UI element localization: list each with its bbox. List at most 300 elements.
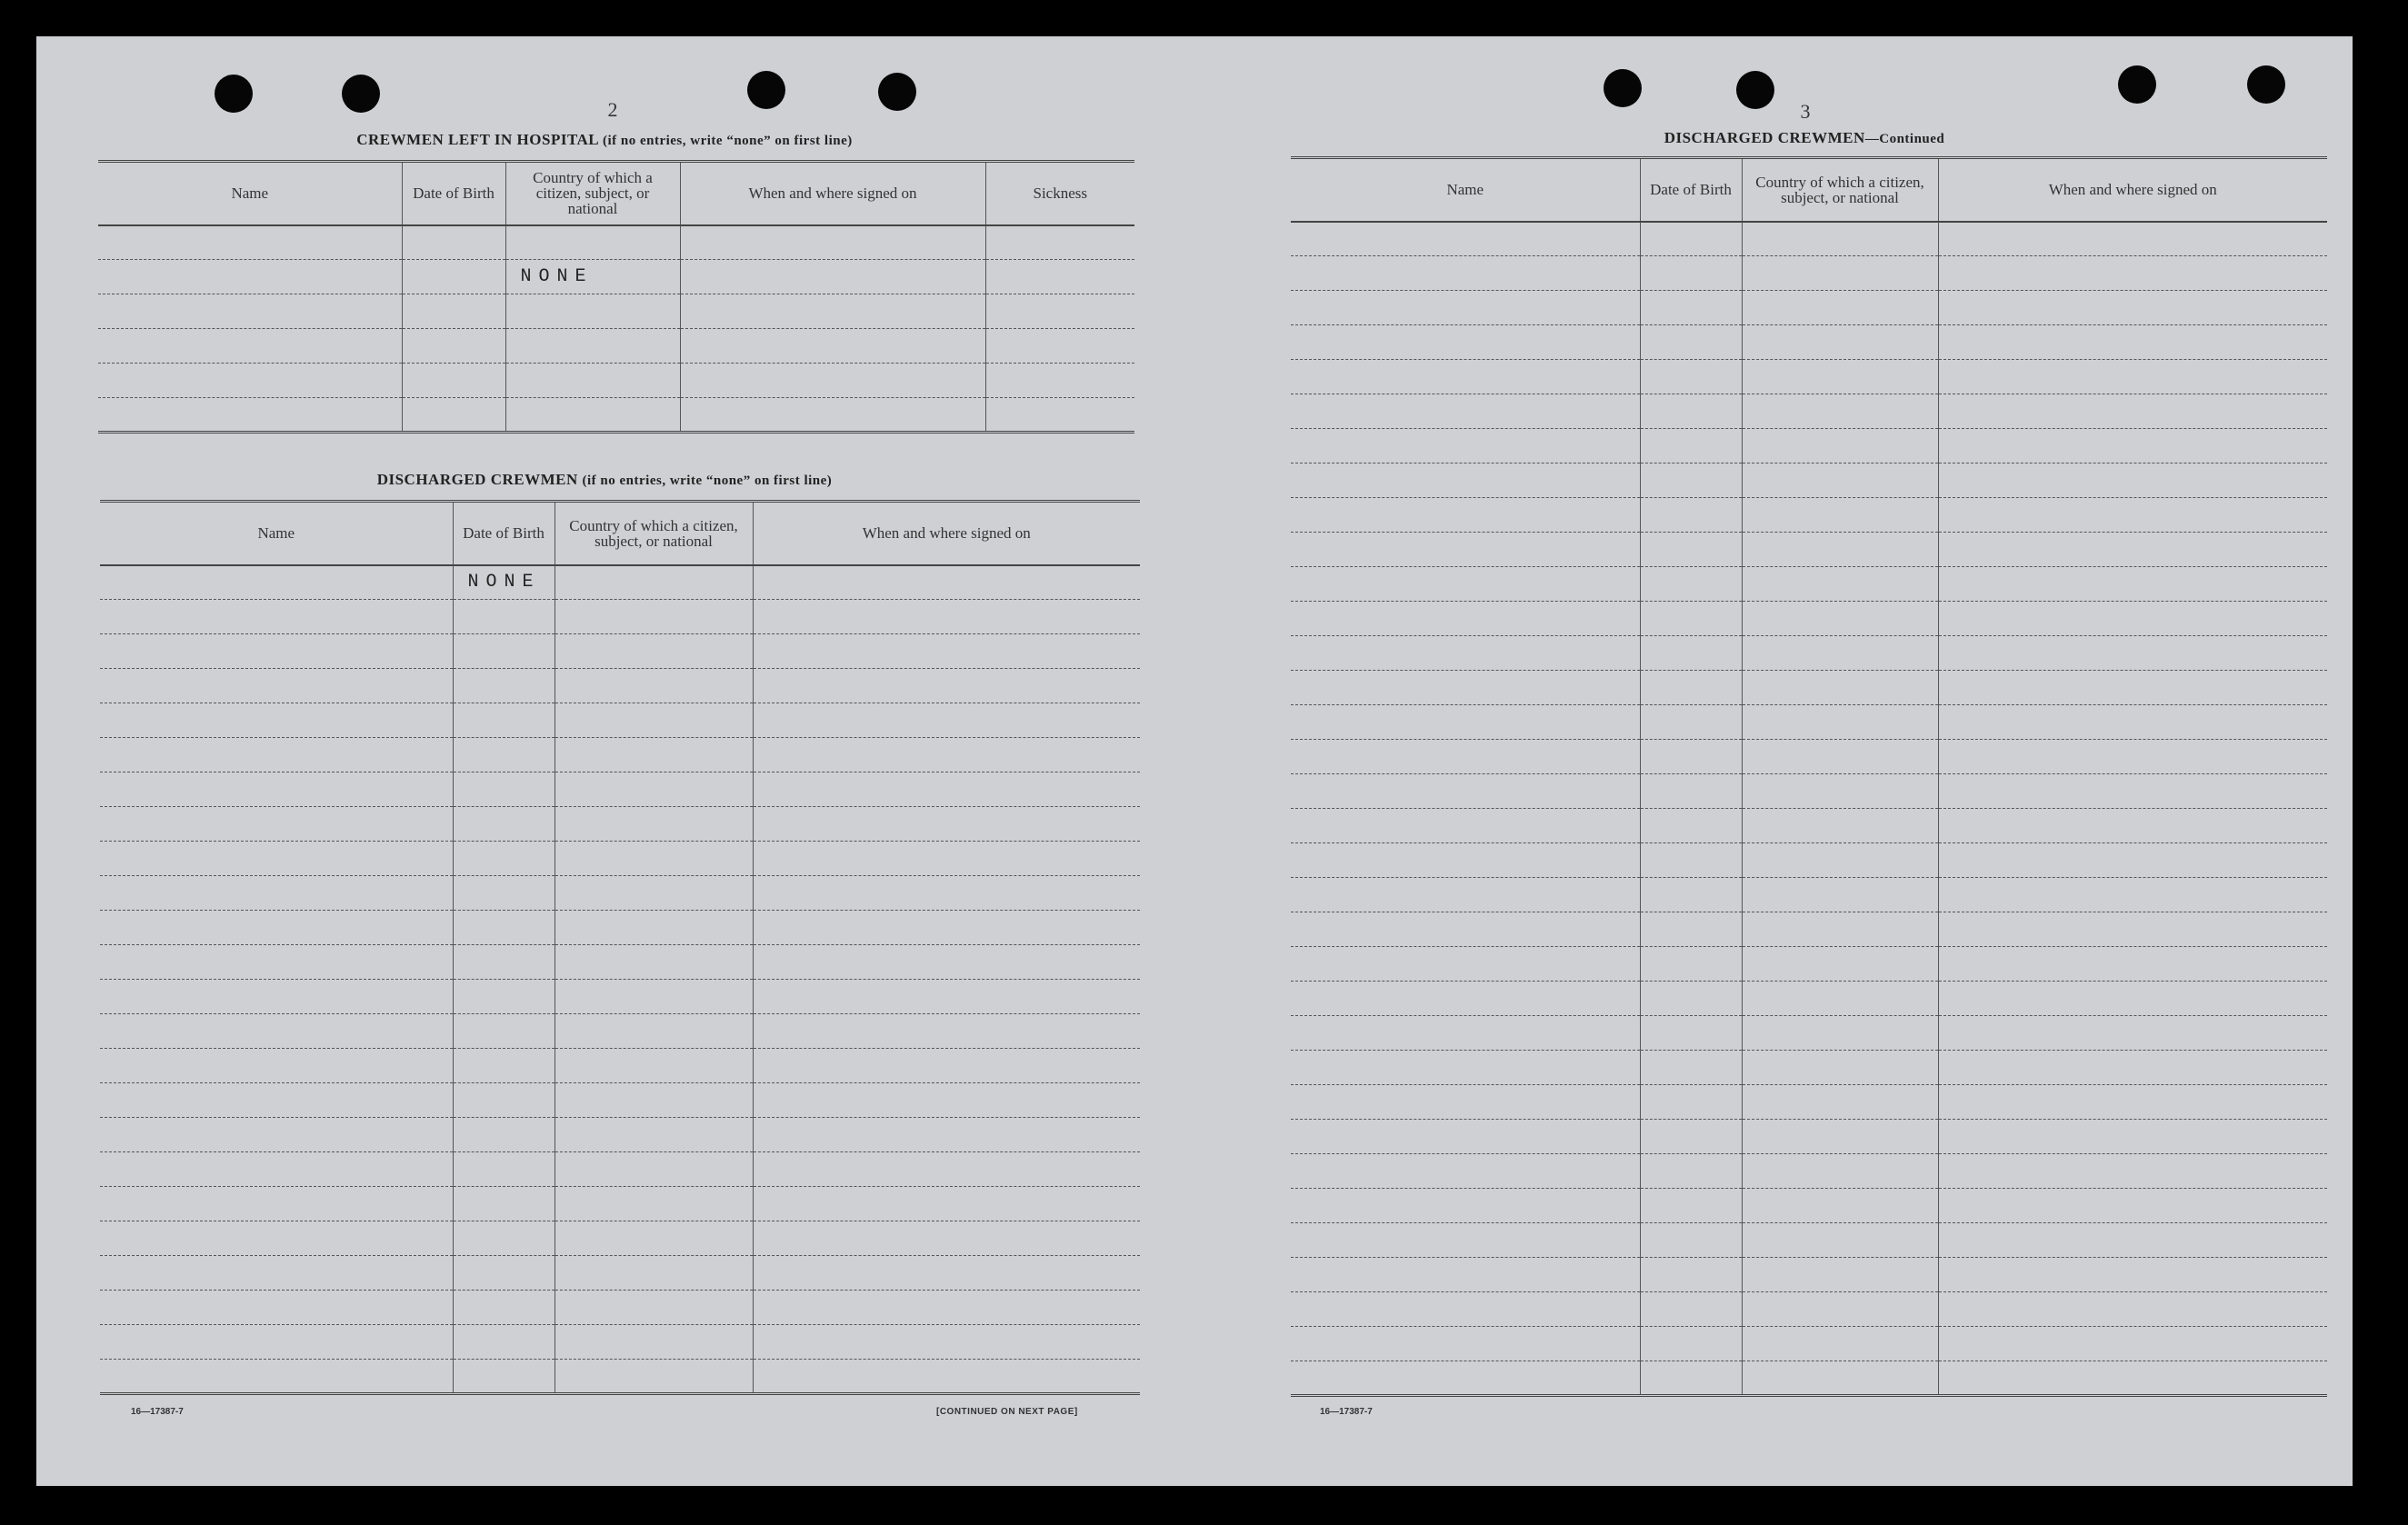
table-cell: [1938, 256, 2327, 291]
table-row: [100, 634, 1140, 669]
table-row: [1291, 1154, 2327, 1189]
table-row: [1291, 1051, 2327, 1085]
table-cell: [753, 807, 1140, 842]
table-cell: [100, 980, 453, 1014]
table-row: [1291, 740, 2327, 774]
table-cell: [753, 911, 1140, 945]
table-cell: [1640, 912, 1742, 947]
table-cell: [1938, 429, 2327, 463]
table-cell: [1938, 533, 2327, 567]
table-cell: [753, 669, 1140, 703]
table-cell: [753, 703, 1140, 738]
table-row: [100, 600, 1140, 634]
hospital-title-text: CREWMEN LEFT IN HOSPITAL: [356, 131, 599, 148]
table-cell: [100, 1360, 453, 1394]
table-row: [98, 225, 1134, 260]
table-cell: [453, 1325, 555, 1360]
none-entry: NONE: [453, 565, 555, 600]
discharged-section-title: [91, 471, 1118, 489]
table-cell: [555, 1360, 753, 1394]
table-cell: [555, 807, 753, 842]
table-cell: [1640, 222, 1742, 256]
table-cell: [1938, 291, 2327, 325]
table-cell: [1938, 947, 2327, 982]
table-cell: [753, 565, 1140, 600]
table-cell: [1742, 533, 1938, 567]
table-row: [1291, 809, 2327, 843]
table-cell: [1742, 1292, 1938, 1327]
table-cell: [555, 1325, 753, 1360]
table-cell: [555, 1014, 753, 1049]
table-cell: [100, 565, 453, 600]
table-cell: [555, 1221, 753, 1256]
left-page: [36, 36, 1200, 1486]
continued-note: [CONTINUED ON NEXT PAGE]: [936, 1407, 1078, 1417]
table-cell: [753, 876, 1140, 911]
table-cell: [1640, 1120, 1742, 1154]
table-cell: [453, 1152, 555, 1187]
table-cell: [402, 364, 505, 398]
right-page: [1200, 36, 2353, 1486]
right-title-suffix: —Continued: [1864, 132, 1945, 146]
table-cell: [555, 1291, 753, 1325]
table-cell: [505, 225, 680, 260]
table-cell: [1640, 1292, 1742, 1327]
table-cell: [1640, 325, 1742, 360]
table-cell: [1640, 774, 1742, 809]
table-cell: [753, 1291, 1140, 1325]
table-row: [100, 876, 1140, 911]
table-cell: [1742, 463, 1938, 498]
table-cell: [1640, 1361, 1742, 1396]
table-cell: [1291, 740, 1640, 774]
discharged-title-text: DISCHARGED CREWMEN: [376, 471, 578, 488]
table-row: [1291, 982, 2327, 1016]
table-cell: [1742, 1361, 1938, 1396]
table-cell: [1742, 291, 1938, 325]
table-cell: [98, 294, 402, 329]
table-cell: [453, 703, 555, 738]
table-cell: [1640, 1223, 1742, 1258]
column-header-signed-on: When and where signed on: [680, 162, 985, 225]
table-cell: [1938, 1120, 2327, 1154]
table-cell: [1742, 774, 1938, 809]
table-cell: [1742, 394, 1938, 429]
table-row: [1291, 1189, 2327, 1223]
table-cell: [1938, 1223, 2327, 1258]
table-cell: [1291, 912, 1640, 947]
table-cell: [453, 634, 555, 669]
table-row: [1291, 1258, 2327, 1292]
table-cell: [1640, 602, 1742, 636]
table-cell: [1938, 1258, 2327, 1292]
form-code: 16—17387-7: [131, 1407, 184, 1417]
table-row: [1291, 1327, 2327, 1361]
table-row: [98, 364, 1134, 398]
table-cell: [1640, 394, 1742, 429]
table-row: [100, 842, 1140, 876]
table-cell: [100, 945, 453, 980]
table-cell: [100, 703, 453, 738]
table-cell: [100, 738, 453, 772]
table-cell: [1742, 740, 1938, 774]
table-cell: [1291, 1154, 1640, 1189]
table-cell: [453, 876, 555, 911]
column-header-signed-on: When and where signed on: [1938, 158, 2327, 222]
table-cell: [555, 1152, 753, 1187]
table-cell: [453, 738, 555, 772]
table-cell: [100, 876, 453, 911]
table-cell: [680, 329, 985, 364]
table-cell: [1291, 394, 1640, 429]
table-cell: [1938, 325, 2327, 360]
table-cell: [1938, 774, 2327, 809]
table-cell: [753, 772, 1140, 807]
table-cell: [1640, 705, 1742, 740]
table-cell: [753, 738, 1140, 772]
none-entry: NONE: [505, 260, 680, 294]
table-cell: [1742, 602, 1938, 636]
table-row: [100, 1325, 1140, 1360]
table-cell: [1938, 498, 2327, 533]
table-cell: [1291, 1292, 1640, 1327]
table-cell: [505, 364, 680, 398]
table-cell: [1938, 740, 2327, 774]
table-row: [1291, 291, 2327, 325]
table-cell: [1938, 567, 2327, 602]
table-cell: [1938, 705, 2327, 740]
table-cell: [1291, 256, 1640, 291]
table-row: [100, 980, 1140, 1014]
discharged-title-note: (if no entries, write “none” on first line): [582, 473, 833, 488]
table-cell: [1640, 1327, 1742, 1361]
table-cell: [985, 364, 1134, 398]
table-cell: [100, 1083, 453, 1118]
table-cell: [1938, 394, 2327, 429]
table-row: [1291, 533, 2327, 567]
table-cell: [1640, 1016, 1742, 1051]
table-cell: [1640, 291, 1742, 325]
table-cell: [985, 225, 1134, 260]
table-cell: [453, 1256, 555, 1291]
table-cell: [1291, 1189, 1640, 1223]
table-cell: [1742, 360, 1938, 394]
table-row: [1291, 429, 2327, 463]
table-row: [1291, 256, 2327, 291]
table-cell: [1291, 498, 1640, 533]
right-title-text: DISCHARGED CREWMEN: [1664, 129, 1865, 146]
table-cell: [1742, 1258, 1938, 1292]
right-section-title: [1291, 129, 2318, 147]
table-cell: [100, 772, 453, 807]
table-row: [98, 260, 1134, 294]
table-cell: [753, 1325, 1140, 1360]
table-row: [100, 1083, 1140, 1118]
table-row: [1291, 1085, 2327, 1120]
table-cell: [1640, 636, 1742, 671]
table-cell: [100, 807, 453, 842]
table-cell: [100, 1118, 453, 1152]
table-cell: [680, 398, 985, 433]
table-row: [1291, 1223, 2327, 1258]
table-row: [100, 1256, 1140, 1291]
table-cell: [98, 398, 402, 433]
table-cell: [1291, 671, 1640, 705]
table-cell: [1938, 1361, 2327, 1396]
table-cell: [1291, 360, 1640, 394]
table-cell: [1640, 1051, 1742, 1085]
table-cell: [1938, 1085, 2327, 1120]
table-row: [100, 911, 1140, 945]
table-cell: [1291, 1085, 1640, 1120]
table-row: [1291, 947, 2327, 982]
table-cell: [1291, 1258, 1640, 1292]
table-cell: [1742, 256, 1938, 291]
table-cell: [1742, 1223, 1938, 1258]
table-cell: [100, 911, 453, 945]
table-cell: [1291, 947, 1640, 982]
table-row: [100, 1118, 1140, 1152]
table-row: [100, 703, 1140, 738]
column-header-name: Name: [98, 162, 402, 225]
table-cell: [100, 600, 453, 634]
table-cell: [1291, 1016, 1640, 1051]
table-cell: [753, 600, 1140, 634]
table-cell: [1291, 774, 1640, 809]
table-cell: [1291, 1361, 1640, 1396]
table-row: [100, 807, 1140, 842]
table-cell: [753, 980, 1140, 1014]
table-cell: [1640, 533, 1742, 567]
table-row: [100, 1187, 1140, 1221]
table-cell: [1938, 463, 2327, 498]
table-cell: [453, 1118, 555, 1152]
table-cell: [100, 1291, 453, 1325]
table-cell: [1640, 843, 1742, 878]
table-row: [1291, 222, 2327, 256]
table-cell: [505, 329, 680, 364]
form-code: 16—17387-7: [1320, 1407, 1373, 1417]
table-cell: [753, 1118, 1140, 1152]
table-row: [1291, 636, 2327, 671]
table-cell: [1640, 740, 1742, 774]
table-cell: [1742, 1189, 1938, 1223]
table-row: [1291, 602, 2327, 636]
table-cell: [1291, 325, 1640, 360]
table-cell: [1291, 602, 1640, 636]
table-cell: [680, 364, 985, 398]
table-cell: [453, 669, 555, 703]
table-row: [1291, 498, 2327, 533]
table-cell: [100, 634, 453, 669]
table-cell: [1291, 1051, 1640, 1085]
column-header-country: Country of which a citizen, subject, or national: [505, 162, 680, 225]
table-row: [1291, 1120, 2327, 1154]
table-cell: [555, 842, 753, 876]
table-cell: [453, 1014, 555, 1049]
table-cell: [555, 1049, 753, 1083]
column-header-name: Name: [100, 502, 453, 565]
table-cell: [1640, 1154, 1742, 1189]
table-cell: [1742, 429, 1938, 463]
table-cell: [753, 1221, 1140, 1256]
table-cell: [1742, 1154, 1938, 1189]
hospital-title-note: (if no entries, write “none” on first line): [602, 134, 853, 148]
table-cell: [1291, 533, 1640, 567]
table-cell: [98, 364, 402, 398]
table-cell: [1742, 567, 1938, 602]
table-cell: [1938, 671, 2327, 705]
table-cell: [1291, 878, 1640, 912]
table-cell: [1938, 912, 2327, 947]
table-cell: [1742, 1120, 1938, 1154]
table-row: [1291, 705, 2327, 740]
table-cell: [505, 294, 680, 329]
column-header-date-of-birth: Date of Birth: [1640, 158, 1742, 222]
table-row: [1291, 360, 2327, 394]
table-cell: [1938, 1016, 2327, 1051]
table-row: [1291, 1016, 2327, 1051]
table-cell: [453, 1291, 555, 1325]
table-cell: [555, 738, 753, 772]
table-cell: [1640, 463, 1742, 498]
table-cell: [555, 1083, 753, 1118]
table-cell: [1742, 671, 1938, 705]
table-row: [100, 1014, 1140, 1049]
table-cell: [985, 398, 1134, 433]
table-cell: [555, 1256, 753, 1291]
table-cell: [1291, 1120, 1640, 1154]
table-cell: [555, 876, 753, 911]
table-row: [1291, 394, 2327, 429]
table-cell: [100, 1325, 453, 1360]
table-cell: [453, 911, 555, 945]
table-cell: [680, 294, 985, 329]
table-cell: [1742, 1085, 1938, 1120]
table-row: [100, 1221, 1140, 1256]
table-row: [1291, 1361, 2327, 1396]
table-cell: [453, 1360, 555, 1394]
table-cell: [453, 1221, 555, 1256]
table-cell: [680, 225, 985, 260]
table-row: [100, 1360, 1140, 1394]
table-row: [1291, 912, 2327, 947]
table-cell: [1640, 809, 1742, 843]
table-cell: [100, 1256, 453, 1291]
table-cell: [1742, 222, 1938, 256]
discharged-table: [100, 500, 1140, 1395]
table-cell: [1640, 982, 1742, 1016]
table-row: [100, 1152, 1140, 1187]
table-cell: [1291, 809, 1640, 843]
table-cell: [402, 294, 505, 329]
table-cell: [1938, 1292, 2327, 1327]
table-cell: [453, 842, 555, 876]
table-cell: [1291, 636, 1640, 671]
table-row: [100, 1049, 1140, 1083]
table-cell: [505, 398, 680, 433]
table-cell: [753, 842, 1140, 876]
table-cell: [100, 1152, 453, 1187]
table-cell: [1640, 498, 1742, 533]
table-cell: [1291, 1327, 1640, 1361]
table-cell: [1291, 429, 1640, 463]
table-cell: [1938, 1051, 2327, 1085]
table-row: [1291, 774, 2327, 809]
column-header-sickness: Sickness: [985, 162, 1134, 225]
table-cell: [1291, 705, 1640, 740]
table-row: [100, 738, 1140, 772]
table-cell: [1938, 222, 2327, 256]
table-cell: [1640, 1258, 1742, 1292]
table-cell: [1291, 463, 1640, 498]
column-header-country: Country of which a citizen, subject, or national: [555, 502, 753, 565]
discharged-continued-table: [1291, 156, 2327, 1397]
table-row: [100, 1291, 1140, 1325]
table-cell: [1640, 567, 1742, 602]
table-row: [1291, 325, 2327, 360]
table-cell: [555, 669, 753, 703]
column-header-name: Name: [1291, 158, 1640, 222]
table-cell: [1640, 360, 1742, 394]
table-cell: [1640, 947, 1742, 982]
column-header-date-of-birth: Date of Birth: [453, 502, 555, 565]
table-cell: [753, 1014, 1140, 1049]
table-cell: [1938, 636, 2327, 671]
table-cell: [1291, 222, 1640, 256]
table-cell: [453, 980, 555, 1014]
table-cell: [555, 565, 753, 600]
table-row: [100, 772, 1140, 807]
hospital-table: [98, 160, 1134, 434]
table-cell: [100, 1014, 453, 1049]
table-cell: [753, 634, 1140, 669]
column-header-signed-on: When and where signed on: [753, 502, 1140, 565]
page-number: 2: [607, 98, 618, 121]
table-cell: [1938, 809, 2327, 843]
table-cell: [98, 260, 402, 294]
table-cell: [1742, 705, 1938, 740]
table-cell: [100, 669, 453, 703]
table-row: [100, 945, 1140, 980]
table-cell: [1742, 498, 1938, 533]
table-cell: [1640, 671, 1742, 705]
table-cell: [753, 1049, 1140, 1083]
table-cell: [555, 634, 753, 669]
table-cell: [100, 1187, 453, 1221]
table-cell: [453, 1187, 555, 1221]
table-cell: [1742, 947, 1938, 982]
table-cell: [453, 1049, 555, 1083]
table-cell: [555, 945, 753, 980]
table-cell: [100, 1221, 453, 1256]
table-cell: [1938, 1327, 2327, 1361]
table-cell: [555, 1118, 753, 1152]
table-cell: [555, 703, 753, 738]
table-cell: [1291, 1223, 1640, 1258]
column-header-date-of-birth: Date of Birth: [402, 162, 505, 225]
table-row: [1291, 567, 2327, 602]
table-cell: [453, 772, 555, 807]
table-cell: [1742, 982, 1938, 1016]
table-cell: [1640, 878, 1742, 912]
table-row: [98, 294, 1134, 329]
table-cell: [1742, 1051, 1938, 1085]
document-sheet: [36, 36, 2353, 1486]
table-cell: [1938, 982, 2327, 1016]
table-cell: [98, 329, 402, 364]
table-cell: [1640, 1189, 1742, 1223]
